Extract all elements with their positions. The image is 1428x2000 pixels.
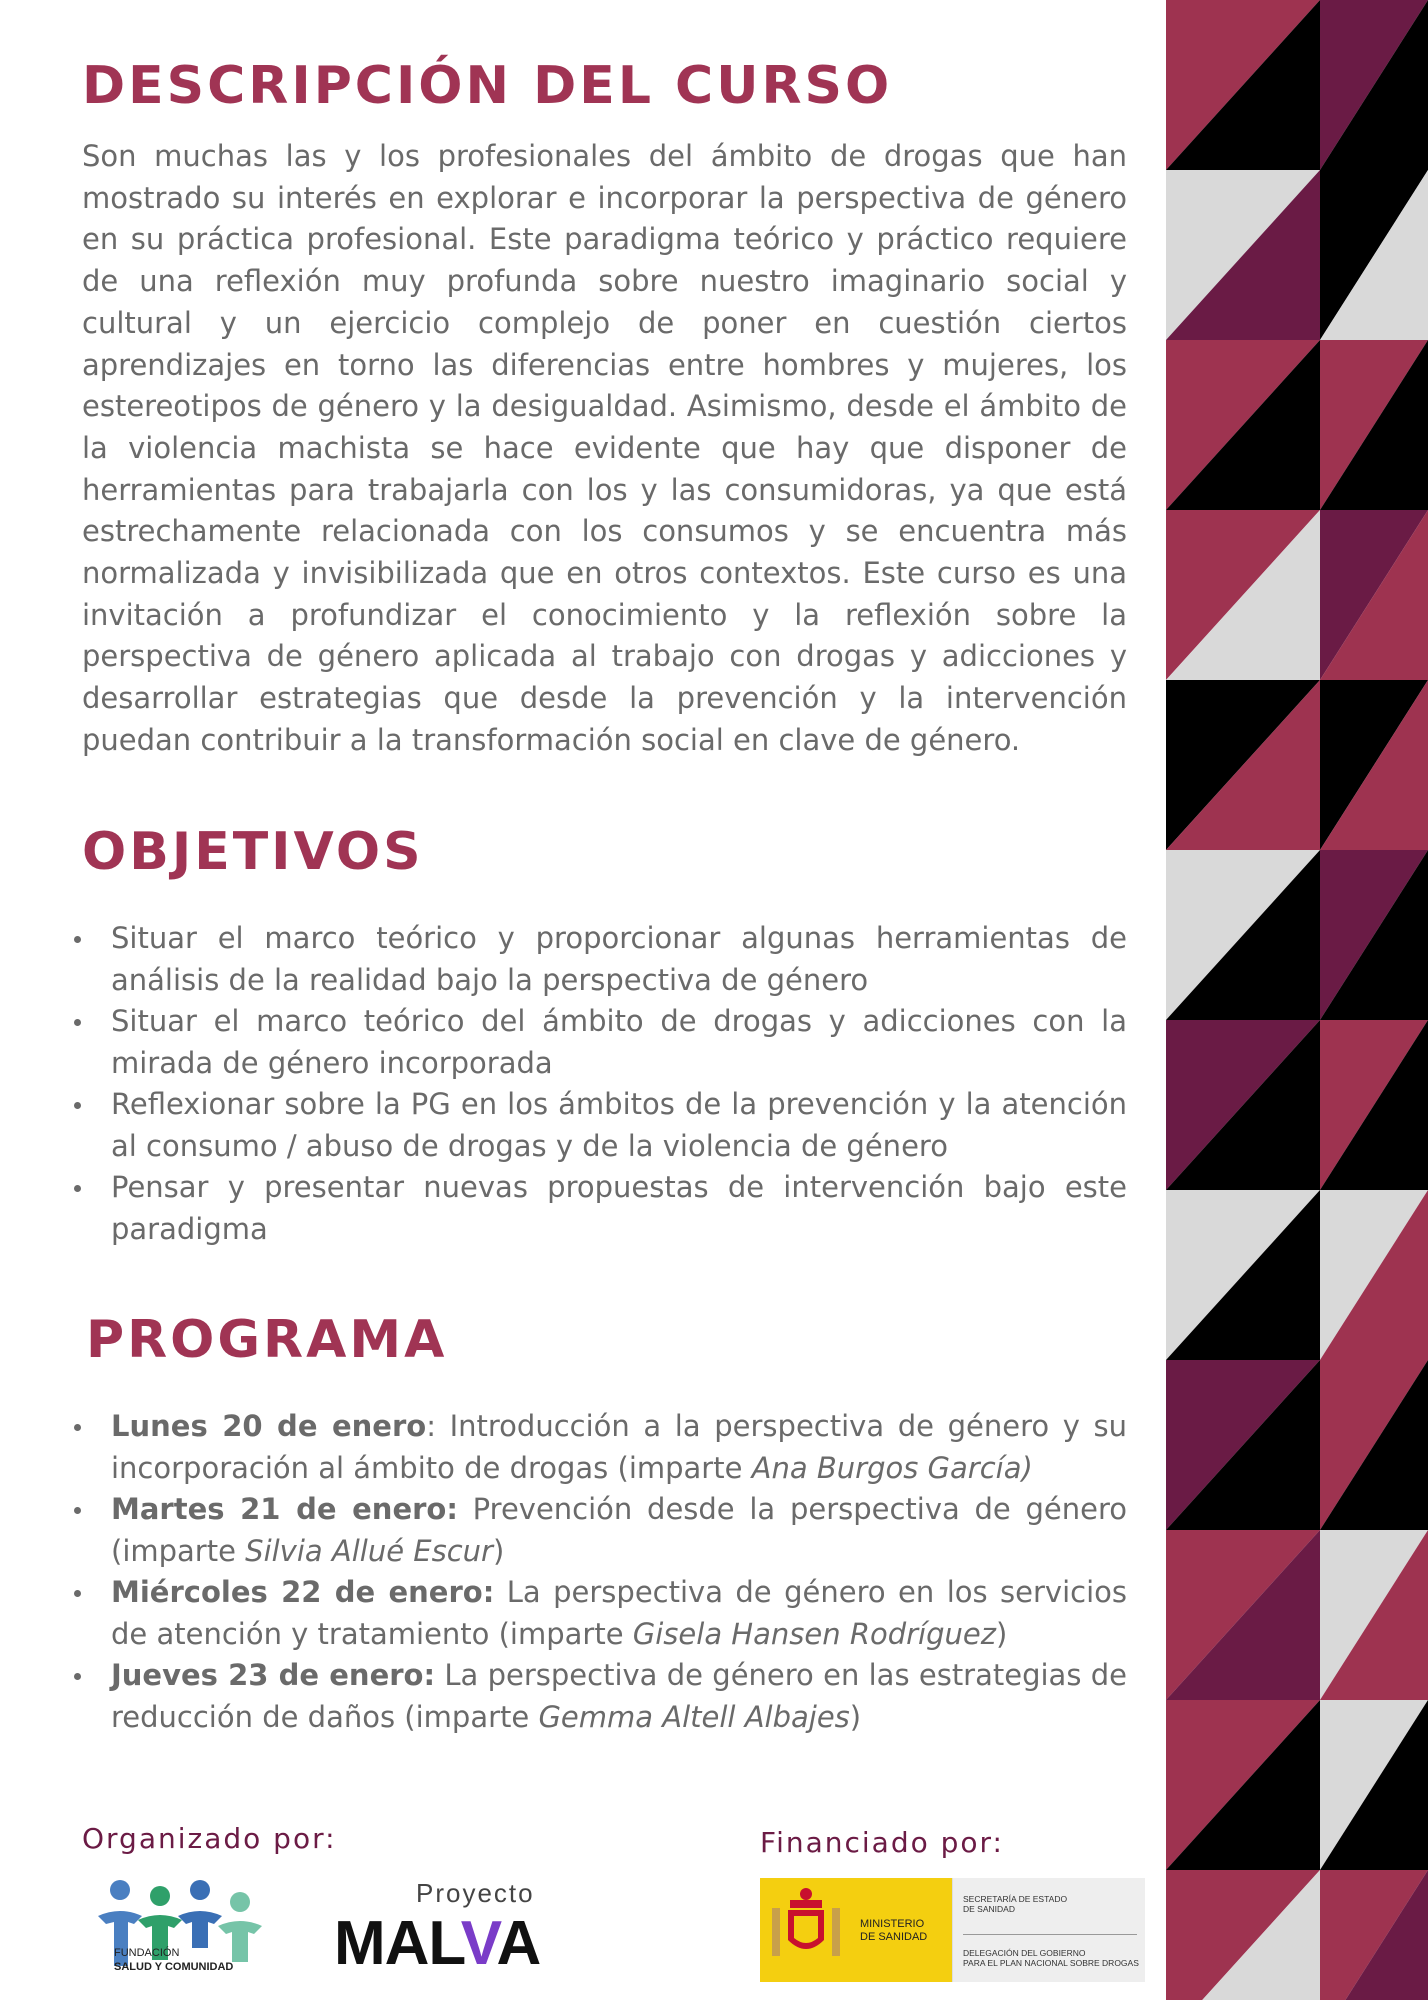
program-day: Lunes 20 de enero [111, 1409, 427, 1443]
program-item [82, 1655, 1127, 1738]
program-list [82, 1406, 1127, 1738]
program-text: Prevención desde la perspectiva de género (imparte [111, 1492, 1127, 1568]
fsc-text-line1: FUNDACIÓN [114, 1947, 180, 1959]
program-speaker: Gemma Altell Albajes [538, 1699, 850, 1734]
program-item [82, 1406, 1127, 1489]
program-item [82, 1572, 1127, 1655]
malva-logo-word: MALVA [334, 1909, 541, 1978]
fundacion-salud-comunidad-logo [90, 1876, 290, 1980]
program-end: ) [849, 1699, 862, 1734]
delegacion-text: DELEGACIÓN DEL GOBIERNO PARA EL PLAN NACIONAL SOBRE DROGAS [963, 1948, 1139, 1968]
objective-item: Situar el marco teórico del ámbito de drogas y adicciones con la mirada de género incorporada [82, 1001, 1127, 1084]
program-text: : Introducción a la perspectiva de género y su incorporación al ámbito de drogas (imparte [111, 1409, 1127, 1485]
program-item [82, 1489, 1127, 1572]
program-day: Martes 21 de enero: [111, 1492, 458, 1526]
fsc-text-line2: SALUD Y COMUNIDAD [114, 1961, 234, 1973]
program-text: La perspectiva de género en los servicios de atención y tratamiento (imparte [111, 1575, 1127, 1651]
description-title: DESCRIPCIÓN DEL CURSO [82, 56, 893, 116]
program-end: ) [492, 1533, 505, 1568]
program-speaker: Silvia Allué Escur [245, 1533, 493, 1568]
objective-item: Pensar y presentar nuevas propuestas de intervención bajo este paradigma [82, 1167, 1127, 1250]
program-speaker: Ana Burgos García) [751, 1450, 1033, 1485]
program-text: La perspectiva de género en las estrategias de reducción de daños (imparte [111, 1658, 1127, 1734]
objectives-list [82, 918, 1127, 1250]
program-title: PROGRAMA [86, 1310, 448, 1370]
ministry-divider [963, 1934, 1137, 1935]
program-speaker: Gisela Hansen Rodríguez [632, 1616, 996, 1651]
ministry-grey-panel [952, 1878, 1145, 1982]
program-end: ) [995, 1616, 1008, 1651]
ministry-name: MINISTERIO DE SANIDAD [860, 1918, 928, 1943]
program-day: Jueves 23 de enero: [111, 1658, 436, 1692]
description-body: Son muchas las y los profesionales del ámbito de drogas que han mostrado su interés en explorar e incorporar la perspectiva de género en su práctica profesional. Este paradigma teórico y práctico requiere de una reflexión muy profunda sobre nuestro imaginario social y cultural y un ejercicio complejo de poner en cuestión ciertos aprendizajes en torno las diferencias entre hombres y mujeres, los estereotipos de género y la desigualdad. Asimismo, desde el ámbito de la violencia machista se hace evidente que hay que disponer de herramientas para trabajarla con los y las consumidoras, ya que está estrechamente relacionada con los consumos y se encuentra más normalizada y invisibilizada que en otros contextos. Este curso es una invitación a profundizar el conocimiento y la reflexión sobre la perspectiva de género aplicada al trabajo con drogas y adicciones y desarrollar estrategias que desde la prevención y la intervención puedan contribuir a la transformación social en clave de género. [82, 139, 1127, 757]
objectives-title: OBJETIVOS [82, 822, 424, 882]
fsc-figures-icon [90, 1876, 290, 1980]
objective-item: Reflexionar sobre la PG en los ámbitos de la prevención y la atención al consumo / abuso de drogas y de la violencia de género [82, 1084, 1127, 1167]
program-day: Miércoles 22 de enero: [111, 1575, 495, 1609]
secretaria-text: SECRETARÍA DE ESTADO DE SANIDAD [963, 1894, 1068, 1914]
geometric-pattern [1166, 0, 1428, 2000]
ministerio-sanidad-logo [760, 1878, 1145, 1982]
financed-by-label: Financiado por: [760, 1826, 1004, 1859]
organized-by-label: Organizado por: [82, 1822, 337, 1855]
ministry-yellow-panel [760, 1878, 952, 1982]
spain-coat-of-arms-icon [760, 1878, 850, 1982]
malva-logo-top: Proyecto [416, 1878, 535, 1908]
proyecto-malva-logo [332, 1878, 572, 1982]
objective-item: Situar el marco teórico y proporcionar algunas herramientas de análisis de la realidad bajo la perspectiva de género [82, 918, 1127, 1001]
